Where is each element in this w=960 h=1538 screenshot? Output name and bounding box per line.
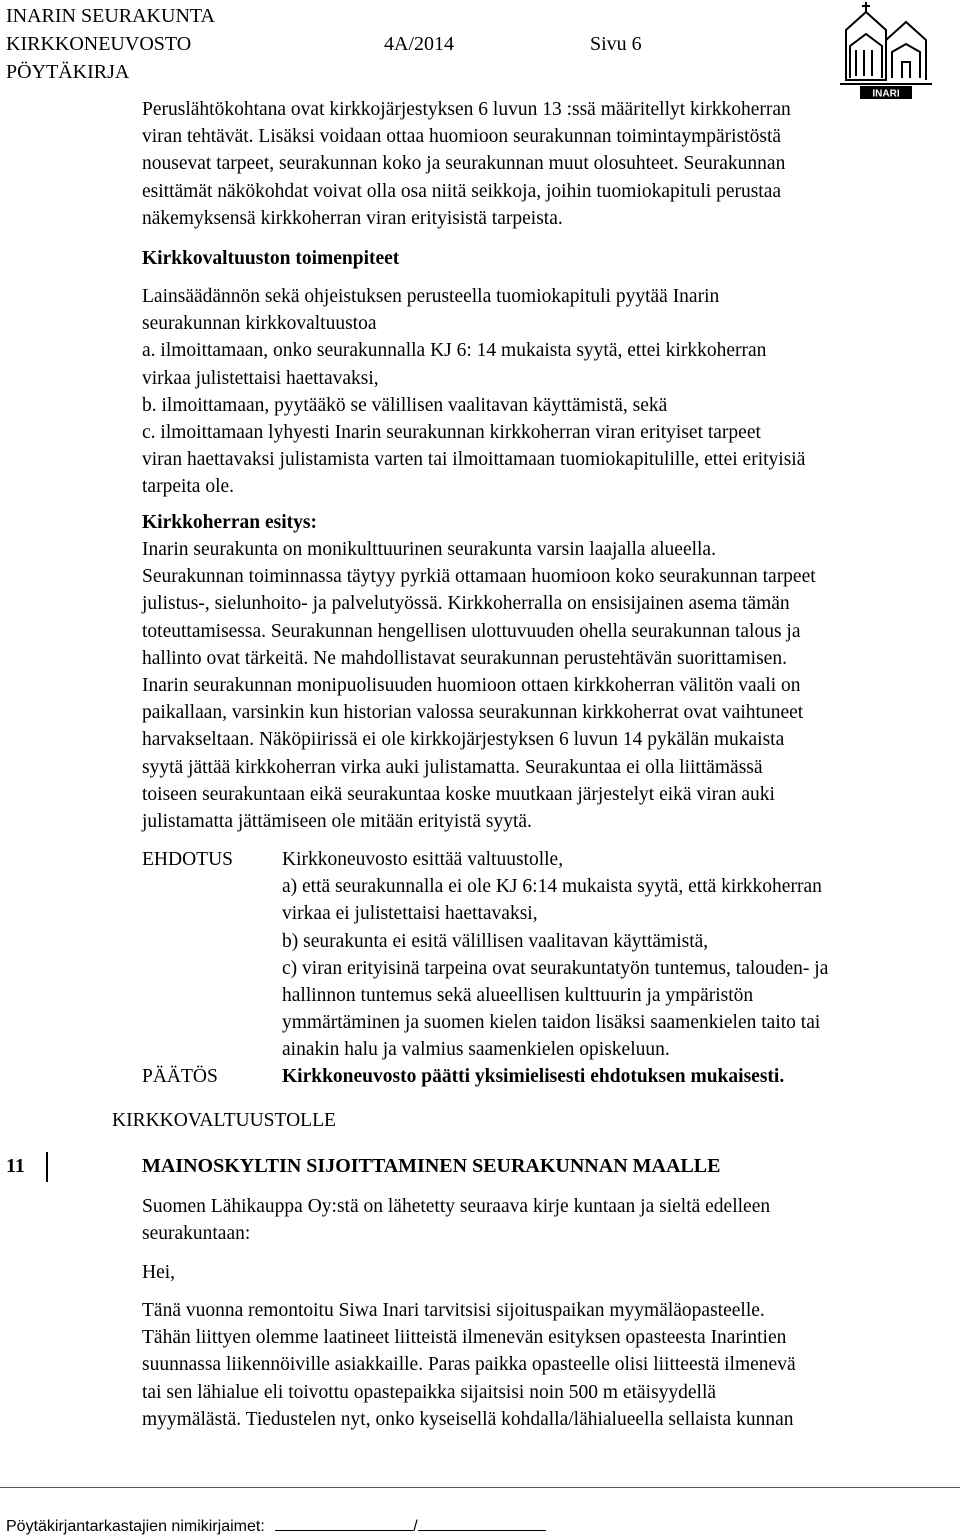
text-line: seurakuntaan: — [142, 1223, 251, 1245]
text-line: Inarin seurakunnan monipuolisuuden huomioon ottaen kirkkoherran välitön vaali on — [142, 675, 801, 697]
forward-to: KIRKKOVALTUUSTOLLE — [112, 1110, 336, 1131]
text-line: näkemyksensä kirkkoherran viran erityisistä tarpeista. — [142, 207, 563, 229]
text-line: Suomen Lähikauppa Oy:stä on lähetetty seuraava kirje kuntaan ja sieltä edelleen — [142, 1196, 771, 1217]
proposal-text — [142, 536, 816, 835]
session-number: 4A/2014 — [384, 33, 454, 55]
org-name: INARIN SEURAKUNTA — [6, 5, 215, 27]
text-line: ymmärtäminen ja suomen kielen taidon lisäksi saamenkielen taito tai — [282, 1012, 821, 1034]
text-line: syytä jättää kirkkoherran virka auki julistamatta. Seurakuntaa ei olla liittämässä — [142, 756, 763, 778]
text-line: Peruslähtökohtana ovat kirkkojärjestyksen 6 luvun 13 :ssä määritellyt kirkkoherran — [142, 99, 791, 120]
text-line: a. ilmoittamaan, onko seurakunnalla KJ 6: 14 mukaista syytä, ettei kirkkoherran — [142, 340, 767, 362]
footer-divider — [0, 1487, 960, 1488]
text-line: tarpeita ole. — [142, 476, 235, 498]
text-line: Kirkkoneuvosto esittää valtuustolle, — [282, 849, 564, 870]
section-number: 11 — [6, 1155, 25, 1177]
text-line: virkaa ei julistettaisi haettavaksi, — [282, 903, 538, 925]
text-line: Tähän liittyen olemme laatineet liitteistä ilmenevän esityksen opasteesta Inarintien — [142, 1327, 787, 1349]
text-line: hallinto ovat tärkeitä. Ne mahdollistavat seurakunnan perustehtävän suorittamisen. — [142, 647, 787, 669]
letter-greeting: Hei, — [142, 1262, 176, 1283]
ehdotus-text — [282, 846, 828, 1064]
text-line: suunnassa liikennöiville asiakkaille. Paras paikka opasteelle olisi liitteestä ilmenevä — [142, 1354, 796, 1376]
text-line: esittämät näkökohdat voivat olla osa niitä seikkoja, joihin tuomiokapituli perustaa — [142, 180, 782, 202]
measures-heading: Kirkkovaltuuston toimenpiteet — [142, 248, 400, 269]
initials-line-1[interactable] — [275, 1516, 413, 1531]
text-line: c. ilmoittamaan lyhyesti Inarin seurakunnan kirkkoherran viran erityiset tarpeet — [142, 422, 761, 444]
initials-line-2[interactable] — [418, 1516, 546, 1531]
text-line: myymälästä. Tiedustelen nyt, onko kyseisellä kohdalla/lähialueella sellaista kunnan — [142, 1408, 794, 1430]
text-line: seurakunnan kirkkovaltuustoa — [142, 313, 377, 335]
letter-text — [142, 1297, 796, 1433]
page-number: Sivu 6 — [590, 33, 642, 55]
footer-label: Pöytäkirjantarkastajien nimikirjaimet: — [6, 1518, 265, 1535]
text-line: tai sen lähialue eli toivottu opastepaikka sijaitsisi noin 500 m etäisyydellä — [142, 1381, 717, 1403]
text-line: hallinnon tuntemus sekä alueellisen kulttuurin ja ympäristön — [282, 985, 754, 1007]
body-name: KIRKKONEUVOSTO — [6, 33, 192, 55]
text-line: julistus-, sielunhoito- ja palvelutyössä. Kirkkoherralla on ensisijainen asema tämän — [142, 593, 790, 615]
text-line: viran haettavaksi julistamista varten tai ilmoittamaan tuomiokapitulille, ettei erityisiä — [142, 449, 806, 471]
section-intro — [142, 1193, 770, 1247]
text-line: harvakseltaan. Näköpiirissä ei ole kirkkojärjestyksen 6 luvun 14 pykälän mukaista — [142, 729, 785, 751]
paatos-label: PÄÄTÖS — [142, 1066, 218, 1087]
footer-initials — [6, 1516, 546, 1536]
ehdotus-label: EHDOTUS — [142, 849, 233, 870]
doc-type: PÖYTÄKIRJA — [6, 61, 130, 83]
text-line: virkaa julistettaisi haettavaksi, — [142, 367, 379, 389]
text-line: Seurakunnan toiminnassa täytyy pyrkiä ottamaan huomioon koko seurakunnan tarpeet — [142, 566, 816, 588]
paatos-text: Kirkkoneuvosto päätti yksimielisesti ehdotuksen mukaisesti. — [282, 1066, 785, 1087]
text-line: paikallaan, varsinkin kun historian valossa seurakunnan kirkkoherrat ovat vaihtuneet — [142, 702, 804, 724]
logo-text: INARI — [872, 88, 900, 100]
section-title: MAINOSKYLTIN SIJOITTAMINEN SEURAKUNNAN MAALLE — [142, 1155, 721, 1177]
text-line: c) viran erityisinä tarpeina ovat seurakuntatyön tuntemus, talouden- ja — [282, 957, 829, 979]
text-line: b) seurakunta ei esitä välillisen vaalitavan käyttämistä, — [282, 930, 709, 952]
text-line: toteuttamisessa. Seurakunnan hengellisen ulottuvuuden ohella seurakunnan talous ja — [142, 620, 801, 642]
proposal-heading: Kirkkoherran esitys: — [142, 512, 317, 533]
text-line: nousevat tarpeet, seurakunnan koko ja seurakunnan muut olosuhteet. Seurakunnan — [142, 153, 786, 175]
section-symbol — [38, 1152, 48, 1182]
text-line: julistamatta jättämiseen ole mitään erityistä syytä. — [142, 811, 532, 833]
text-line: toiseen seurakuntaan eikä seurakuntaa koske muutkaan järjestelyt eikä viran auki — [142, 783, 775, 805]
footer-separator: / — [413, 1518, 418, 1535]
text-line: viran tehtävät. Lisäksi voidaan ottaa huomioon seurakunnan toimintaympäristöstä — [142, 126, 782, 148]
text-line: Inarin seurakunta on monikulttuurinen seurakunta varsin laajalla alueella. — [142, 539, 716, 560]
text-line: Lainsäädännön sekä ohjeistuksen perusteella tuomiokapituli pyytää Inarin — [142, 286, 720, 307]
text-line: a) että seurakunnalla ei ole KJ 6:14 mukaista syytä, että kirkkoherran — [282, 876, 822, 898]
text-line: b. ilmoittamaan, pyytääkö se välillisen vaalitavan käyttämistä, sekä — [142, 394, 668, 416]
text-line: ainakin halu ja valmius saamenkielen opiskeluun. — [282, 1039, 670, 1061]
text-line: Tänä vuonna remontoitu Siwa Inari tarvitsisi sijoituspaikan myymäläopasteelle. — [142, 1300, 765, 1321]
intro-paragraph — [142, 96, 791, 232]
parish-logo — [836, 0, 936, 100]
measures-list — [142, 283, 805, 501]
